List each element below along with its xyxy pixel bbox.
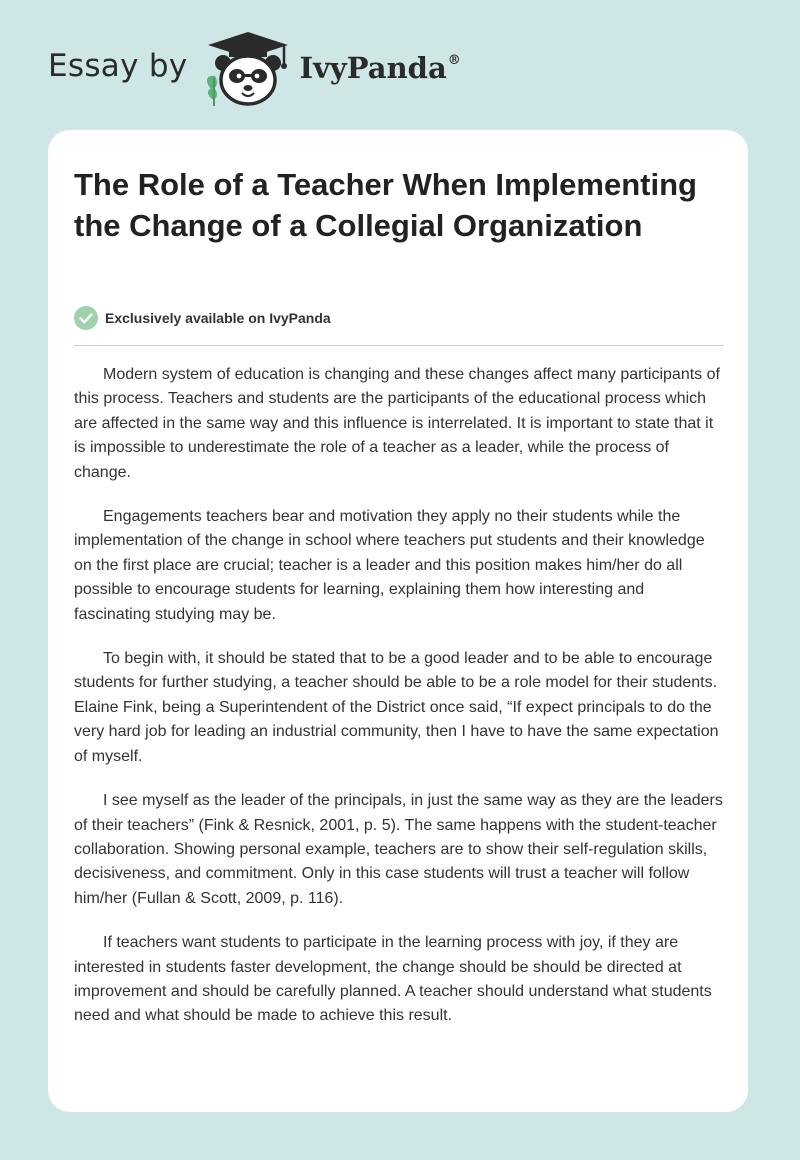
brand-name[interactable] [300,51,461,85]
panda-graduate-icon[interactable] [202,30,294,110]
check-circle-icon [74,306,98,330]
registered-mark: ® [447,53,461,68]
paragraph: Engagements teachers bear and motivation they apply no their students while the implementation of the change in school where teachers put students and their knowledge on the first place are crucial; teacher is a leader and this position makes him/her do all possible to encourage students for learning, explaining them how interesting and fascinating studying may be. [74,508,705,623]
page-title: The Role of a Teacher When Implementing the Change of a Collegial Organization [74,167,697,243]
brand-text[interactable]: IvyPanda [299,51,447,85]
paragraph: If teachers want students to participate in the learning process with joy, if they are interested in students faster development, the change should be should be directed at improvement and should be carefully planned. A teacher should understand what students need and what should be made to achieve this result. [74,934,712,1025]
paragraph: To begin with, it should be stated that to be a good leader and to be able to encourage students for further studying, a teacher should be able to be a role model for their students. Elaine Fink, being a Superintendent of the District once said, “If expect principals to do the very hard job for leading an industrial community, then I have to have the same expectation of myself. [74,650,719,765]
paragraph: I see myself as the leader of the principals, in just the same way as they are the leaders of their teachers” (Fink & Resnick, 2001, p. 5). The same happens with the student-teacher collaboration. Showing personal example, teachers are to show their self-regulation skills, decisiveness, and commitment. Only in this case students will trust a teacher will follow him/her (Fullan & Scott, 2009, p. 116). [74,792,723,907]
badge-label: Exclusively available on IvyPanda [105,310,331,326]
exclusive-badge [74,306,331,330]
essay-body [74,363,724,1049]
paragraph: Modern system of education is changing and these changes affect many participants of this process. Teachers and students are the participants of the educational process which are affected in the same way and this influence is interrelated. It is important to state that it is impossible to underestimate the role of a teacher as a leader, while the process of change. [74,366,720,481]
site-header [48,30,461,110]
divider [74,345,724,346]
essay-card [48,130,748,1112]
essay-by-label: Essay by [48,48,188,84]
